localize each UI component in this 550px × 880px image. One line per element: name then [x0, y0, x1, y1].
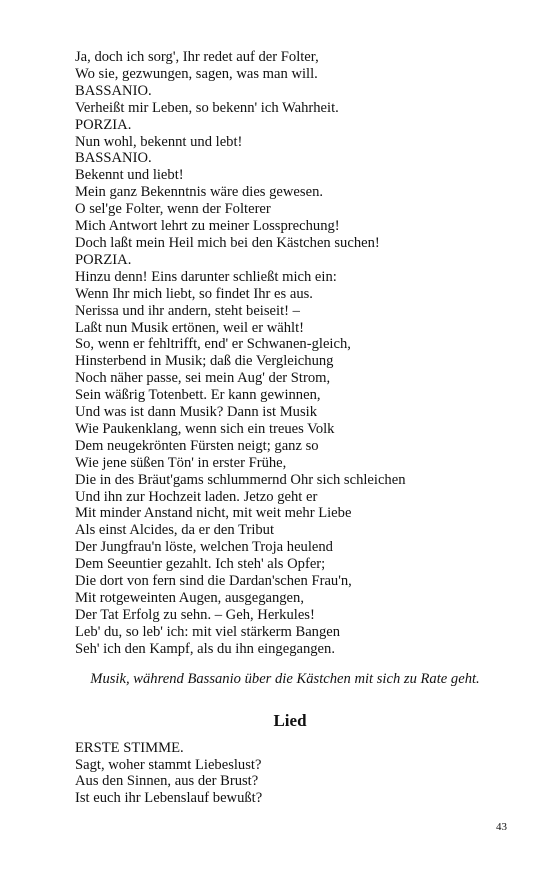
stage-direction: Musik, während Bassanio über die Kästchen mit sich zu Rate geht. [90, 671, 480, 687]
speaker-name: BASSANIO. [75, 82, 152, 99]
verse-line: Mich Antwort lehrt zu meiner Lossprechung! [75, 218, 340, 235]
verse-line: Leb' du, so leb' ich: mit viel stärkerm Bangen [75, 623, 341, 640]
verse-line: Wie Paukenklang, wenn sich ein treues Volk [75, 420, 335, 437]
verse-line: Die dort von fern sind die Dardan'schen Frau'n, [75, 573, 352, 590]
song-line: Ist euch ihr Lebenslauf bewußt? [75, 789, 263, 806]
speaker-name: PORZIA. [75, 116, 132, 133]
song-block [75, 740, 515, 806]
speaker-name: PORZIA. [75, 251, 132, 268]
verse-line: So, wenn er fehltrifft, end' er Schwanen-gleich, [75, 336, 351, 353]
verse-line: Mein ganz Bekenntnis wäre dies gewesen. [75, 184, 324, 201]
verse-line: Der Tat Erfolg zu sehn. – Geh, Herkules! [75, 606, 315, 623]
verse-line: Nun wohl, bekennt und lebt! [75, 133, 243, 150]
verse-line: Der Jungfrau'n löste, welchen Troja heulend [75, 539, 333, 556]
verse-line: Die in des Bräut'gams schlummernd Ohr sich schleichen [75, 471, 406, 488]
song-heading: Lied [273, 711, 307, 730]
verse-line: O sel'ge Folter, wenn der Folterer [75, 201, 271, 218]
song-line: Sagt, woher stammt Liebeslust? [75, 756, 262, 773]
verse-line: Bekennt und liebt! [75, 167, 184, 184]
verse-line: Als einst Alcides, da er den Tribut [75, 522, 275, 539]
speaker-name: ERSTE STIMME. [75, 740, 184, 756]
verse-line: Und was ist dann Musik? Dann ist Musik [75, 404, 318, 421]
speaker-name: BASSANIO. [75, 150, 152, 167]
verse-line: Mit minder Anstand nicht, mit weit mehr Liebe [75, 505, 352, 522]
verse-line: Wenn Ihr mich liebt, so findet Ihr es aus. [75, 285, 313, 302]
verse-line: Hinsterbend in Musik; daß die Vergleichung [75, 353, 334, 370]
verse-line: Dem Seeuntier gezahlt. Ich steh' als Opfer; [75, 556, 326, 573]
verse-line: Dem neugekrönten Fürsten neigt; ganz so [75, 437, 319, 454]
verse-line: Laßt nun Musik ertönen, weil er wählt! [75, 319, 304, 336]
verse-line: Verheißt mir Leben, so bekenn' ich Wahrheit. [75, 99, 339, 116]
verse-line: Wie jene süßen Tön' in erster Frühe, [75, 454, 287, 471]
verse-line: Mit rotgeweinten Augen, ausgegangen, [75, 590, 304, 606]
page-number: 43 [496, 821, 507, 833]
verse-line: Noch näher passe, sei mein Aug' der Strom, [75, 370, 331, 387]
verse-line: Ja, doch ich sorg', Ihr redet auf der Folter, [75, 49, 319, 65]
verse-line: Und ihn zur Hochzeit laden. Jetzo geht er [75, 488, 318, 505]
verse-block [75, 49, 515, 658]
song-line: Aus den Sinnen, aus der Brust? [75, 773, 259, 790]
verse-line: Sein wäßrig Totenbett. Er kann gewinnen, [75, 387, 321, 404]
verse-line: Nerissa und ihr andern, steht beiseit! – [75, 302, 300, 319]
verse-line: Seh' ich den Kampf, als du ihn eingegangen. [75, 640, 335, 657]
verse-line: Doch laßt mein Heil mich bei den Kästchen suchen! [75, 234, 380, 251]
verse-line: Wo sie, gezwungen, sagen, was man will. [75, 65, 318, 82]
verse-line: Hinzu denn! Eins darunter schließt mich ein: [75, 268, 337, 285]
